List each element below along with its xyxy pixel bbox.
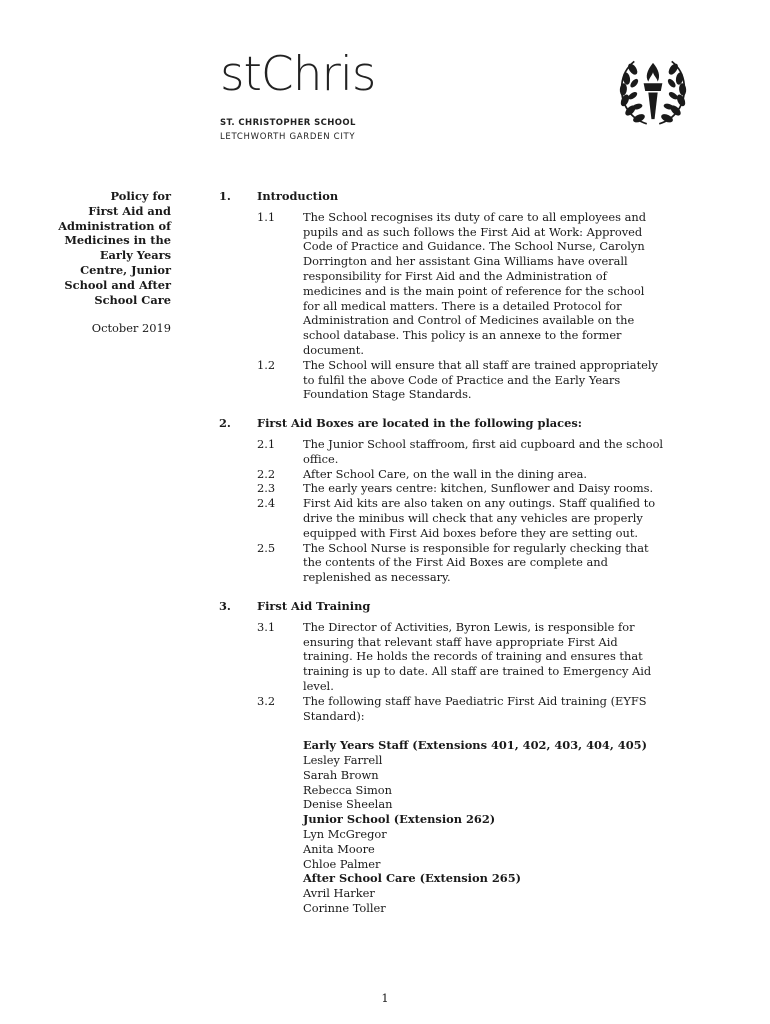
item-text	[303, 467, 669, 482]
policy-title	[40, 189, 171, 307]
text-line: The early years centre: kitchen, Sunflower and Daisy rooms.	[303, 481, 654, 496]
text-line: ensuring that relevant staff have appropriate First Aid	[303, 634, 618, 649]
staff-member: Sarah Brown	[303, 767, 379, 782]
item-number: 2.4	[257, 496, 276, 511]
text-line: school database. This policy is an annexe to the former	[303, 328, 622, 343]
text-line: Code of Practice and Guidance. The School Nurse, Carolyn	[303, 239, 645, 254]
staff-member: Anita Moore	[303, 841, 375, 856]
school-location: LETCHWORTH GARDEN CITY	[220, 132, 356, 142]
list-item	[219, 620, 669, 694]
policy-title-line: Medicines in the	[64, 233, 171, 248]
section-items	[219, 437, 669, 585]
policy-body	[219, 189, 669, 916]
text-line: First Aid kits are also taken on any outings. Staff qualified to	[303, 496, 656, 511]
item-number: 3.2	[257, 693, 276, 708]
text-line: The School will ensure that all staff are trained appropriately	[303, 357, 658, 372]
policy-title-line: Administration of	[58, 218, 171, 233]
section-first-aid-training	[219, 599, 669, 916]
list-item	[219, 467, 669, 482]
staff-member: Denise Sheelan	[303, 797, 393, 812]
list-item	[219, 481, 669, 496]
text-line: pupils and as such follows the First Aid at Work: Approved	[303, 224, 643, 239]
section-spacer	[219, 585, 669, 599]
text-line: medicines and is the main point of reference for the school	[303, 283, 645, 298]
section-spacer	[219, 402, 669, 416]
text-line: the contents of the First Aid Boxes are complete and	[303, 555, 608, 570]
item-number: 1.2	[257, 357, 276, 372]
policy-title-line: Centre, Junior	[80, 262, 171, 277]
section-first-aid-boxes	[219, 416, 669, 585]
text-line: The Director of Activities, Byron Lewis, is responsible for	[303, 619, 635, 634]
staff-member: Rebecca Simon	[303, 782, 392, 797]
school-name: ST. CHRISTOPHER SCHOOL	[220, 118, 356, 128]
text-line: After School Care, on the wall in the dining area.	[303, 466, 588, 481]
item-number: 2.1	[257, 436, 276, 451]
section-heading	[219, 416, 669, 431]
text-line: The Junior School staffroom, first aid cupboard and the school	[303, 436, 664, 451]
item-text	[303, 620, 669, 694]
item-number: 3.1	[257, 619, 276, 634]
text-line: Foundation Stage Standards.	[303, 387, 472, 402]
text-line: Dorrington and her assistant Gina Williams have overall	[303, 254, 628, 269]
staff-member: Lesley Farrell	[303, 753, 383, 768]
school-logo	[220, 47, 376, 142]
text-line: drive the minibus will check that any vehicles are properly	[303, 510, 643, 525]
item-number: 2.2	[257, 466, 276, 481]
page-number: 1	[381, 991, 389, 1005]
item-text	[303, 481, 669, 496]
text-line: to fulfil the above Code of Practice and the Early Years	[303, 372, 621, 387]
text-line: document.	[303, 342, 364, 357]
policy-title-line: First Aid and	[88, 203, 171, 218]
section-number: 2.	[219, 416, 231, 431]
text-line: responsibility for First Aid and the Administration of	[303, 268, 607, 283]
text-line: equipped with First Aid boxes before they are setting out.	[303, 525, 639, 540]
list-item	[219, 358, 669, 402]
text-line: The School Nurse is responsible for regularly checking that	[303, 540, 649, 555]
list-item	[219, 541, 669, 585]
section-introduction	[219, 189, 669, 402]
staff-member: Corinne Toller	[303, 901, 386, 916]
list-item	[219, 437, 669, 467]
wreath-torch-emblem-icon	[614, 52, 692, 134]
policy-date: October 2019	[91, 321, 171, 336]
section-title: Introduction	[257, 189, 339, 203]
item-number: 2.3	[257, 481, 276, 496]
text-line: for all medical matters. There is a detailed Protocol for	[303, 298, 622, 313]
item-text	[303, 541, 669, 585]
policy-sidebar	[40, 189, 171, 336]
policy-title-line: Policy for	[110, 189, 171, 203]
policy-title-line: School Care	[94, 292, 171, 307]
text-line: The following staff have Paediatric First Aid training (EYFS	[303, 693, 647, 708]
staff-group-heading: Early Years Staff (Extensions 401, 402, 403, 404, 405)	[303, 738, 647, 753]
item-text	[303, 210, 669, 358]
text-line: level.	[303, 678, 334, 693]
policy-title-line: School and After	[64, 277, 171, 292]
staff-group-heading: After School Care (Extension 265)	[303, 871, 522, 886]
list-item	[219, 694, 669, 724]
staff-group-heading: Junior School (Extension 262)	[303, 812, 496, 827]
section-title: First Aid Boxes are located in the following places:	[257, 416, 582, 431]
text-line: replenished as necessary.	[303, 570, 451, 585]
item-text	[303, 358, 669, 402]
list-item	[219, 210, 669, 358]
section-items	[219, 620, 669, 724]
item-number: 1.1	[257, 209, 276, 224]
logo-wordmark: stChris	[220, 47, 376, 102]
text-line: training. He holds the records of training and ensures that	[303, 649, 643, 664]
text-line: The School recognises its duty of care to all employees and	[303, 209, 647, 224]
section-items	[219, 210, 669, 402]
text-line: office.	[303, 451, 339, 466]
section-number: 3.	[219, 598, 231, 613]
section-heading	[219, 189, 669, 204]
section-number: 1.	[219, 189, 231, 203]
text-line: Administration and Control of Medicines available on the	[303, 313, 635, 328]
section-heading	[219, 599, 669, 614]
item-text	[303, 496, 669, 540]
section-title: First Aid Training	[257, 598, 371, 613]
text-line: training is up to date. All staff are trained to Emergency Aid	[303, 664, 652, 679]
item-text	[303, 437, 669, 467]
item-number: 2.5	[257, 540, 276, 555]
staff-member: Avril Harker	[303, 886, 375, 901]
policy-title-line: Early Years	[99, 248, 171, 263]
paediatric-staff-list	[219, 738, 669, 916]
list-item	[219, 496, 669, 540]
staff-member: Chloe Palmer	[303, 856, 381, 871]
text-line: Standard):	[303, 708, 365, 723]
staff-member: Lyn McGregor	[303, 827, 387, 842]
item-text	[303, 694, 669, 724]
